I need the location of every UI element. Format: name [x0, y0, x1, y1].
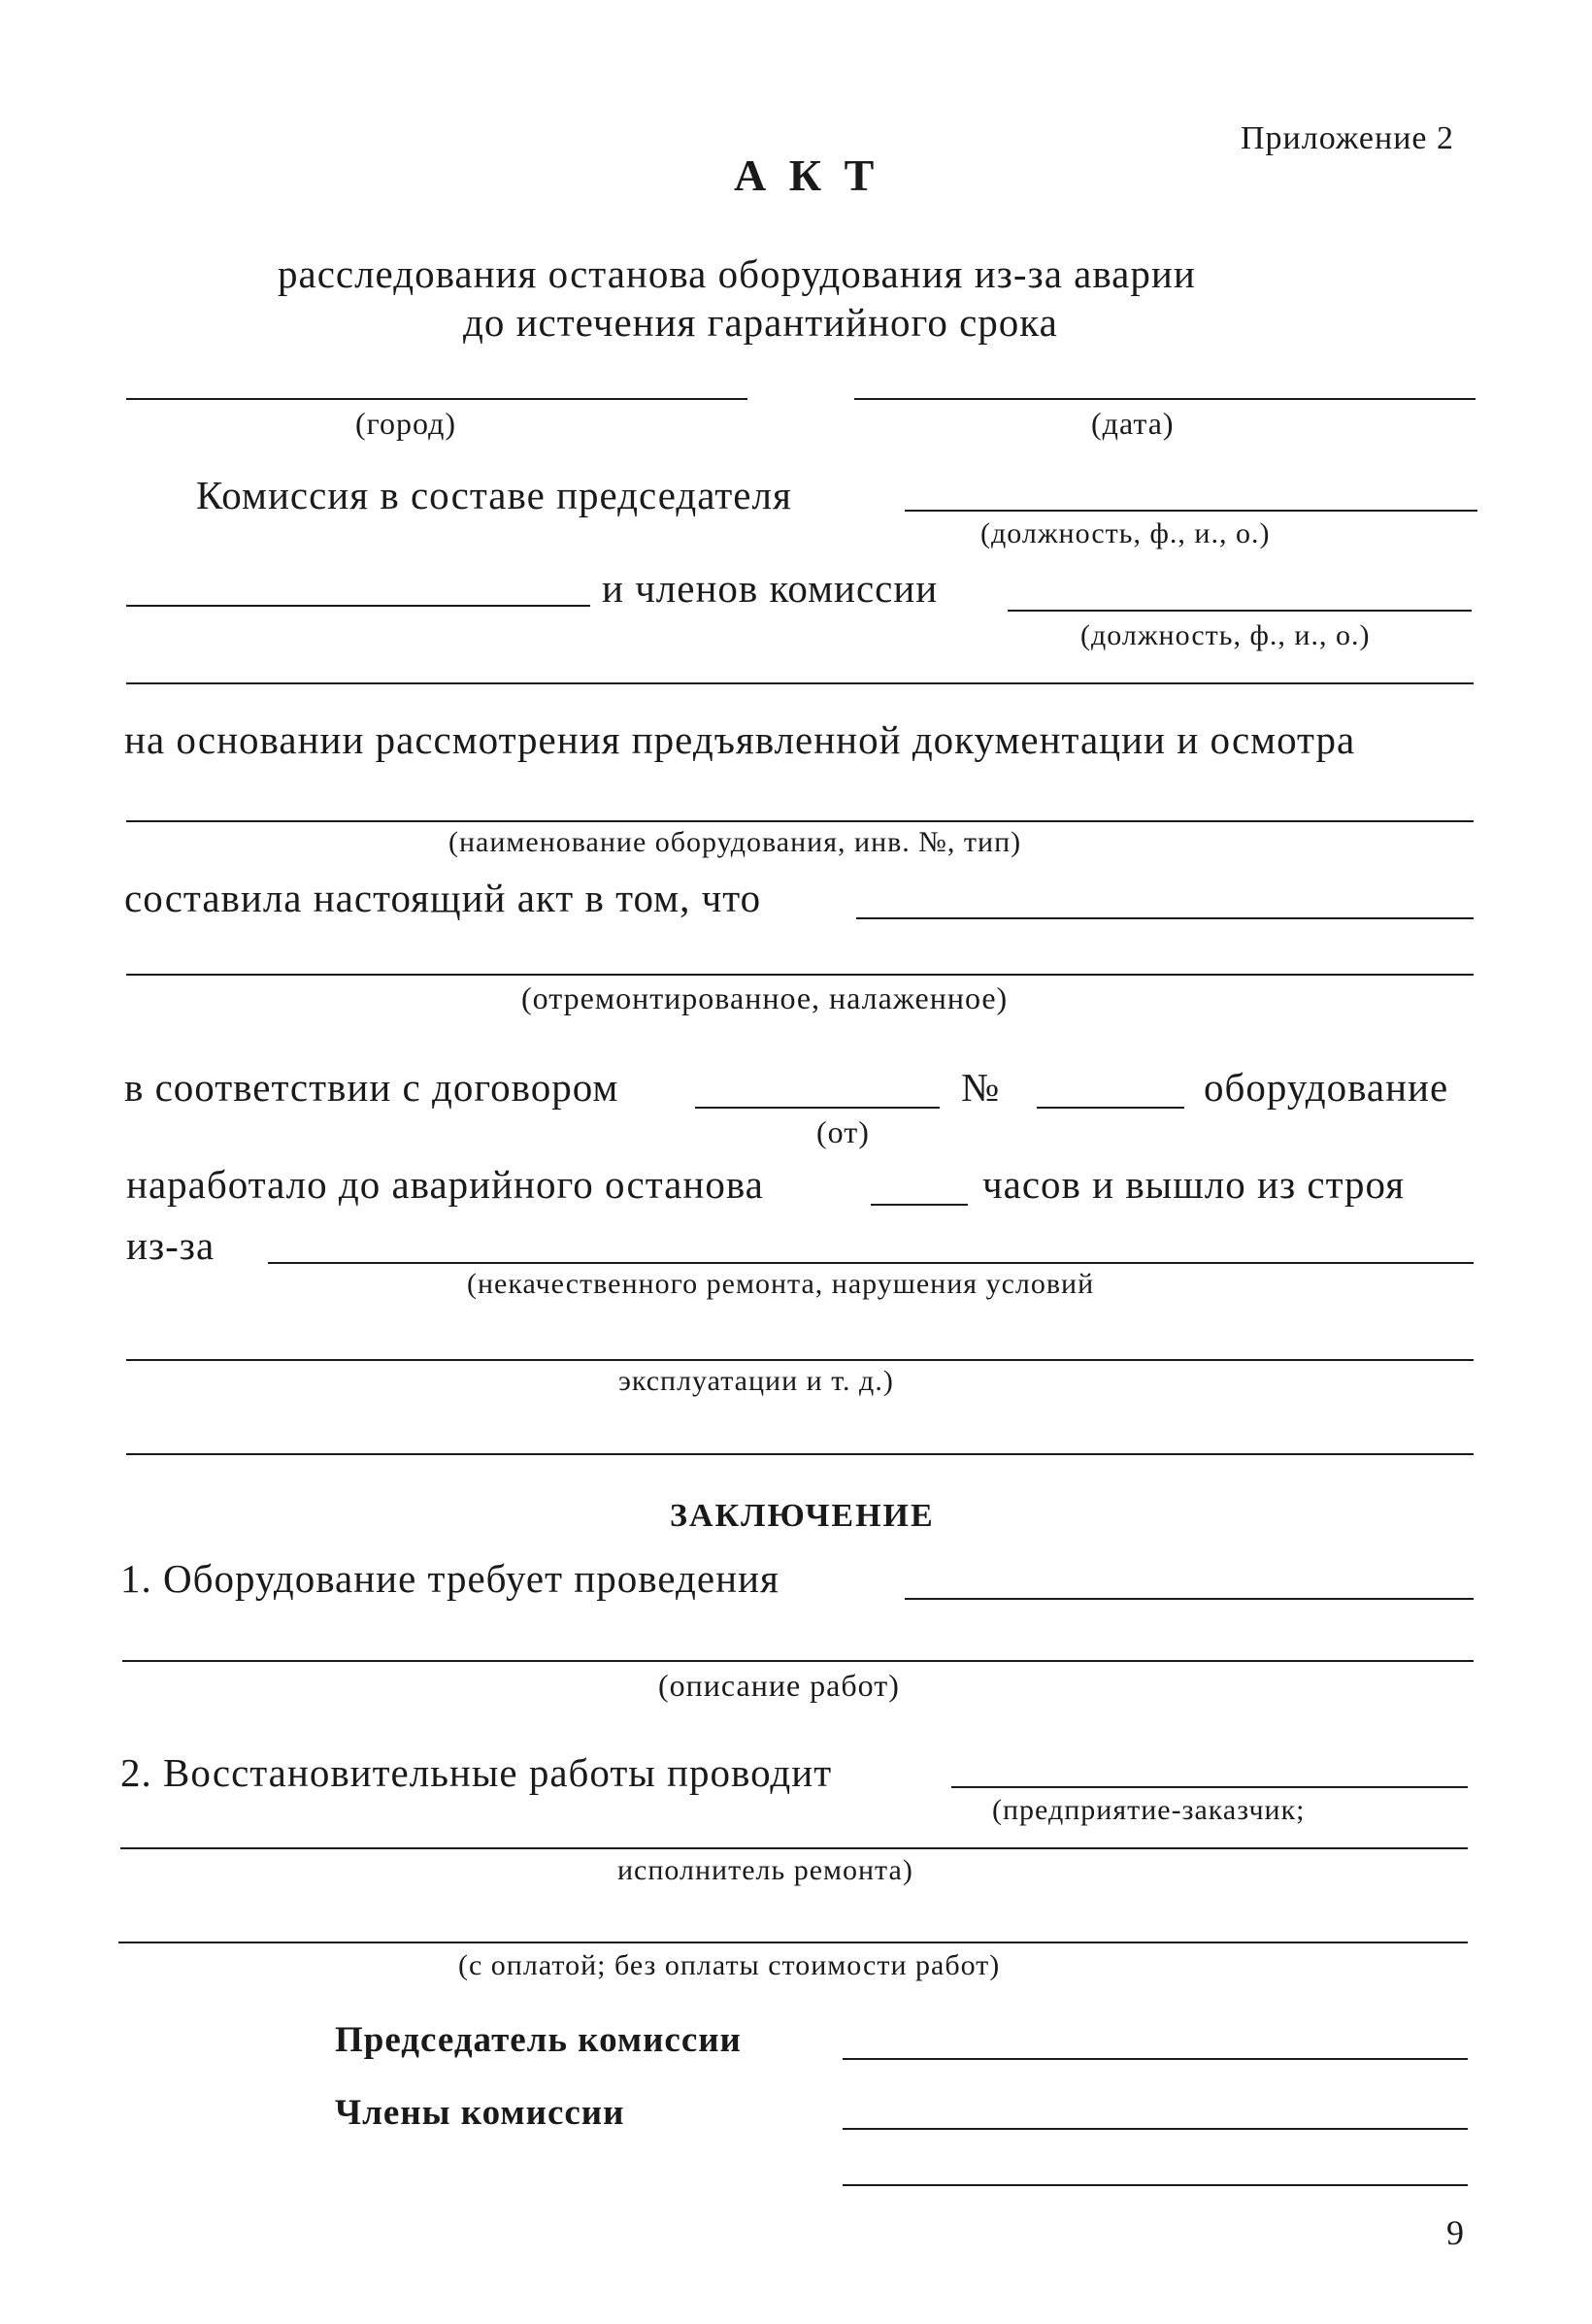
contract-date-field-line[interactable] — [695, 1107, 940, 1109]
work-description-caption: (описание работ) — [658, 1668, 900, 1703]
item-1-text: 1. Оборудование требует проведения — [120, 1556, 779, 1601]
member-signature-line-2[interactable] — [843, 2184, 1468, 2186]
from-caption: (от) — [816, 1114, 870, 1149]
member-field-line-3[interactable] — [126, 682, 1474, 684]
act-field-line[interactable] — [856, 917, 1474, 919]
hours-field-line[interactable] — [871, 1204, 968, 1206]
subtitle-line-1: расследования останова оборудования из-за аварии — [278, 251, 1196, 296]
basis-text: на основании рассмотрения предъявленной документации и осмотра — [124, 717, 1356, 762]
member-signature-line-1[interactable] — [843, 2128, 1468, 2130]
equipment-caption: (наименование оборудования, инв. №, тип) — [448, 826, 1022, 858]
city-field-line[interactable] — [126, 398, 747, 400]
date-caption: (дата) — [1091, 406, 1175, 441]
subtitle-line-2: до истечения гарантийного срока — [463, 300, 1058, 345]
equipment-word: оборудование — [1204, 1065, 1449, 1110]
commission-chair-text: Комиссия в составе председателя — [196, 473, 792, 517]
item-2-text: 2. Восстановительные работы проводит — [120, 1750, 833, 1795]
reason-field-line-2[interactable] — [126, 1359, 1474, 1361]
reason-field-line-3[interactable] — [126, 1453, 1474, 1455]
customer-caption: (предприятие-заказчик; — [992, 1794, 1306, 1826]
position-name-caption-2: (должность, ф., и., о.) — [1080, 619, 1371, 651]
due-to-text: из-за — [126, 1223, 216, 1268]
conclusion-heading: ЗАКЛЮЧЕНИЕ — [670, 1498, 935, 1534]
page-number: 9 — [1446, 2213, 1464, 2252]
reason-caption-2: эксплуатации и т. д.) — [618, 1365, 894, 1397]
date-field-line[interactable] — [854, 398, 1476, 400]
act-text: составила настоящий акт в том, что — [124, 876, 762, 920]
item-2-field-line[interactable] — [951, 1786, 1468, 1788]
payment-caption: (с оплатой; без оплаты стоимости работ) — [458, 1949, 1001, 1981]
contract-text: в соответствии с договором — [124, 1065, 619, 1110]
appendix-label: Приложение 2 — [1241, 120, 1454, 156]
number-sign: № — [961, 1065, 1001, 1110]
position-name-caption-1: (должность, ф., и., о.) — [980, 517, 1271, 549]
chair-field-line[interactable] — [905, 510, 1477, 512]
repaired-field-line[interactable] — [126, 974, 1474, 976]
member-field-line-2[interactable] — [1008, 610, 1472, 612]
hours-text-1: наработало до аварийного останова — [126, 1162, 764, 1207]
member-field-line-1[interactable] — [126, 605, 590, 607]
contractor-field-line[interactable] — [120, 1847, 1468, 1849]
reason-caption-1: (некачественного ремонта, нарушения условий — [467, 1268, 1095, 1300]
document-title: А К Т — [734, 150, 880, 200]
chairman-label: Председатель комиссии — [335, 2020, 742, 2060]
chairman-signature-line[interactable] — [843, 2058, 1468, 2060]
city-caption: (город) — [355, 406, 456, 441]
item-1-field-line[interactable] — [905, 1598, 1474, 1600]
reason-field-line-1[interactable] — [268, 1262, 1474, 1264]
contract-number-field-line[interactable] — [1037, 1107, 1184, 1109]
work-description-field-line[interactable] — [122, 1660, 1474, 1662]
equipment-field-line[interactable] — [126, 820, 1474, 822]
repaired-caption: (отремонтированное, налаженное) — [521, 980, 1009, 1015]
payment-field-line[interactable] — [118, 1942, 1468, 1943]
members-text: и членов комиссии — [602, 566, 939, 611]
hours-text-2: часов и вышло из строя — [982, 1162, 1406, 1207]
contractor-caption: исполнитель ремонта) — [617, 1854, 913, 1886]
members-label: Члены комиссии — [335, 2093, 625, 2133]
